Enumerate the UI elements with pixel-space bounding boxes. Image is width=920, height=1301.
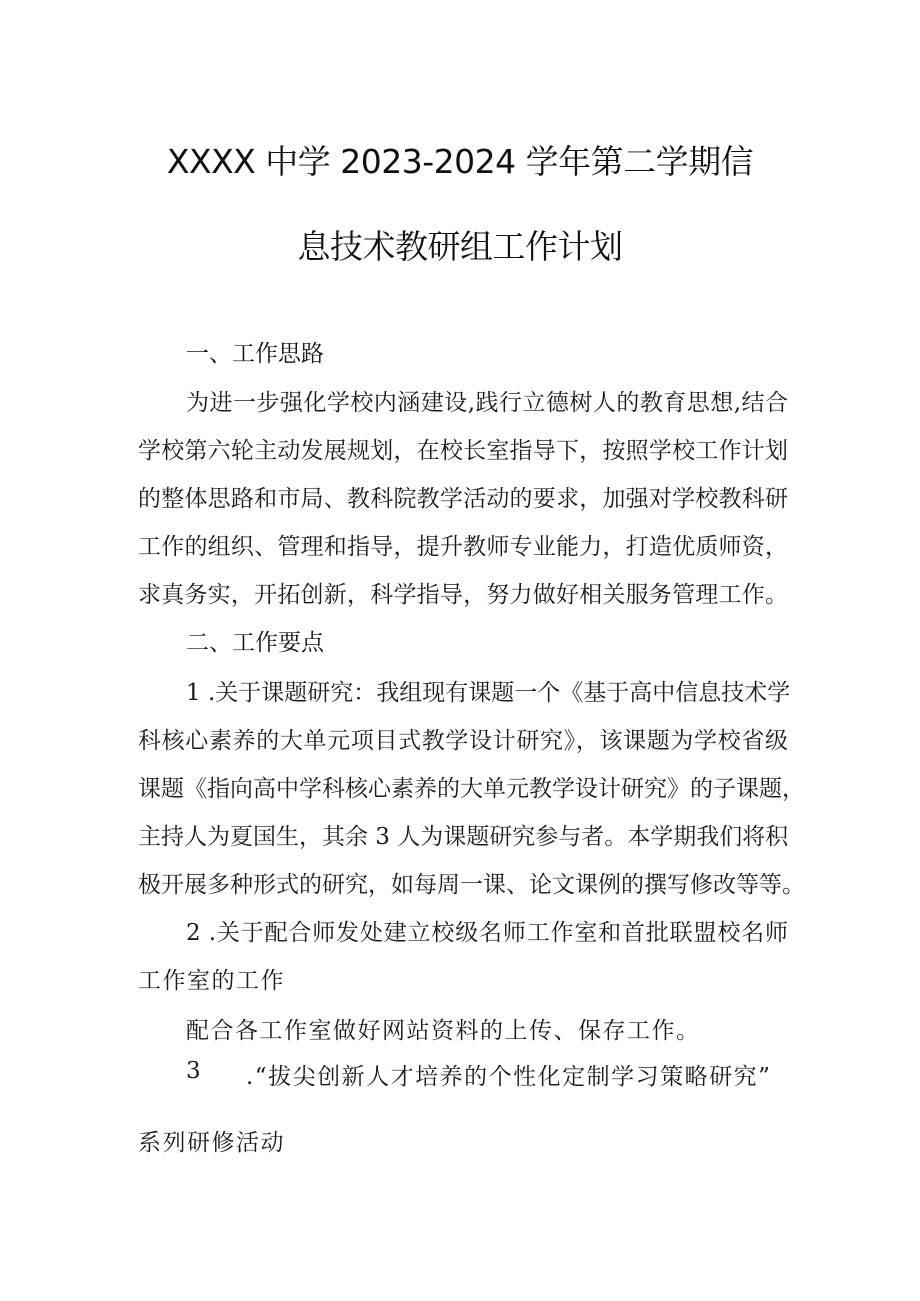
paragraph-line: 系列研修活动 bbox=[138, 1130, 285, 1156]
paragraph-line: 求真务实，开拓创新，科学指导，努力做好相关服务管理工作。 bbox=[138, 582, 788, 608]
paragraph-line: 极开展多种形式的研究，如每周一课、论文课例的撰写修改等等。 bbox=[138, 872, 805, 898]
list-item-text: .“拔尖创新人才培养的个性化定制学习策略研究” bbox=[246, 1064, 772, 1090]
paragraph-line: 的整体思路和市局、教科院教学活动的要求，加强对学校教科研 bbox=[138, 486, 788, 512]
list-item-number: 3 bbox=[186, 1058, 203, 1084]
document-title-line-2: 息技术教研组工作计划 bbox=[297, 227, 623, 266]
document-title-line-1: XXXX 中学 2023-2024 学年第二学期信 bbox=[166, 142, 754, 181]
section-heading-work-approach: 一、工作思路 bbox=[186, 341, 324, 367]
paragraph-line: 主持人为夏国生，其余 3 人为课题研究参与者。本学期我们将积 bbox=[138, 824, 789, 850]
paragraph-line: 课题《指向高中学科核心素养的大单元教学设计研究》的子课题， bbox=[138, 776, 805, 802]
paragraph-line: 学校第六轮主动发展规划，在校长室指导下，按照学校工作计划 bbox=[138, 438, 788, 464]
paragraph-line: 2 .关于配合师发处建立校级名师工作室和首批联盟校名师 bbox=[186, 920, 788, 946]
paragraph-line: 工作室的工作 bbox=[138, 968, 285, 994]
paragraph-line: 为进一步强化学校内涵建设,践行立德树人的教育思想,结合 bbox=[186, 390, 788, 416]
paragraph-line: 工作的组织、管理和指导，提升教师专业能力，打造优质师资， bbox=[138, 534, 788, 560]
section-heading-work-points: 二、工作要点 bbox=[186, 630, 324, 656]
paragraph-line: 科核心素养的大单元项目式教学设计研究》，该课题为学校省级 bbox=[138, 728, 788, 754]
paragraph-line: 配合各工作室做好网站资料的上传、保存工作。 bbox=[186, 1018, 701, 1044]
paragraph-line: 1 .关于课题研究：我组现有课题一个《基于高中信息技术学 bbox=[186, 680, 791, 706]
